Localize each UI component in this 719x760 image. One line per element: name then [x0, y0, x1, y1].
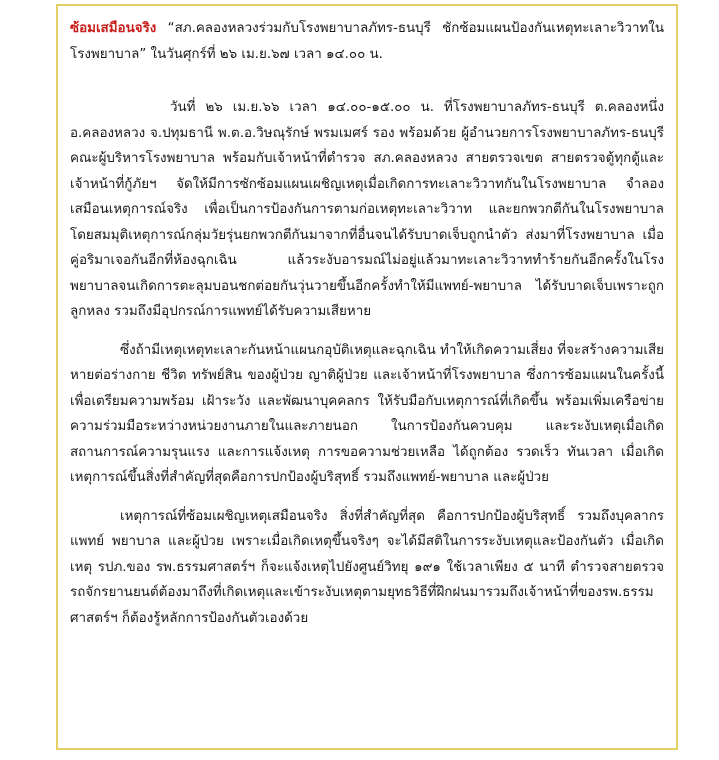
paragraph-3: เหตุการณ์ที่ซ้อมเผชิญเหตุเสมือนจริง สิ่งที่สำคัญที่สุด คือการปกป้องผู้บริสุทธิ์ รวมถึงบุคลากรแพทย์ พยาบาล และผู้ป่วย เพราะเมื่อเกิดเหตุขึ้นจริงๆ จะได้มีสติในการระงับเหตุและป้องกันตัว เมื่อเกิดเหตุ รปภ.ของ รพ.ธรรมศาสตร์ฯ ก็จะแจ้งเหตุไปยังศูนย์วิทยุ ๑๙๑ ใช้เวลาเพียง ๕ นาที ตำรวจสายตรวจรถจักรยานยนต์ต้องมาถึงที่เกิดเหตุและเข้าระงับเหตุตามยุทธวิธีที่ฝึกฝนมารวมถึงเจ้าหน้าที่ของรพ.ธรรมศาสตร์ฯ ก็ต้องรู้หลักการป้องกันตัวเองด้วย [70, 508, 664, 626]
headline-text: “สภ.คลองหลวงร่วมกับโรงพยาบาลภัทร-ธนบุรี ชักซ้อมแผนป้องกันเหตุทะเลาะวิวาทในโรงพยาบาล” ในวันศุกร์ที่ ๒๖ เม.ย.๖๗ เวลา ๑๔.๐๐ น. [70, 21, 664, 62]
paragraph-2: ซึ่งถ้ามีเหตุเหตุทะเลาะกันหน้าแผนกอุบัติเหตุและฉุกเฉิน ทำให้เกิดความเสี่ยง ที่จะสร้างความเสียหายต่อร่างกาย ชีวิต ทรัพย์สิน ของผู้ป่วย ญาติผู้ป่วย และเจ้าหน้าที่โรงพยาบาล ซึ่งการซ้อมแผนในครั้งนี้ เพื่อเตรียมความพร้อม เฝ้าระวัง และพัฒนาบุคคลกร ให้รับมือกับเหตุการณ์ที่เกิดขึ้น พร้อมเพิ่มเครือข่ายความร่วมมือระหว่างหน่วยงานภายในและภายนอก ในการป้องกันควบคุม และระงับเหตุเมื่อเกิดสถานการณ์ความรุนแรง และการแจ้งเหตุ การขอความช่วยเหลือ ได้ถูกต้อง รวดเร็ว ทันเวลา เมื่อเกิดเหตุการณ์ขึ้นสิ่งที่สำคัญที่สุดคือการปกป้องผู้บริสุทธิ์ รวมถึงแพทย์-พยาบาล และผู้ป่วย [70, 342, 665, 485]
article-frame [56, 4, 678, 750]
paragraph-1: วันที่ ๒๖ เม.ย.๖๖ เวลา ๑๔.๐๐-๑๕.๐๐ น. ที่โรงพยาบาลภัทร-ธนบุรี ต.คลองหนึ่ง อ.คลองหลวง จ.ปทุมธานี พ.ต.อ.วิษณุรักษ์ พรมเมศร์ รอง พร้อมด้วย ผู้อำนวยการโรงพยาบาลภัทร-ธนบุรี คณะผู้บริหารโรงพยาบาล พร้อมกับเจ้าหน้าที่ตำรวจ สภ.คลองหลวง สายตรวจเขต สายตรวจตู้ทุกตู้และเจ้าหน้าที่กู้ภัยฯ จัดให้มีการซักซ้อมแผนเผชิญเหตุเมื่อเกิดการทะเลาะวิวาทกันในโรงพยาบาล จำลองเสมือนเหตุการณ์จริง เพื่อเป็นการป้องกันการตามก่อเหตุทะเลาะวิวาท และยกพวกตีกันในโรงพยาบาล โดยสมมุติเหตุการณ์กลุ่มวัยรุ่นยกพวกตีกันมาจากที่อื่นจนได้รับบาดเจ็บถูกนำตัว ส่งมาที่โรงพยาบาล เมื่อคู่อริมาเจอกันอีกที่ห้องฉุกเฉิน แล้วระงับอารมณ์ไม่อยู่แล้วมาทะเลาะวิวาททำร้ายกันอีกครั้งในโรงพยาบาลจนเกิดการตะลุมบอนชกต่อยกันวุ่นวายขึ้นอีกครั้งทำให้มีแพทย์-พยาบาล ได้รับบาดเจ็บเพราะถูกลูกหลง รวมถึงมีอุปกรณ์การแพทย์ได้รับความเสียหาย [70, 100, 664, 319]
article-intro [70, 16, 664, 67]
headline-label: ซ้อมเสมือนจริง [70, 21, 157, 36]
